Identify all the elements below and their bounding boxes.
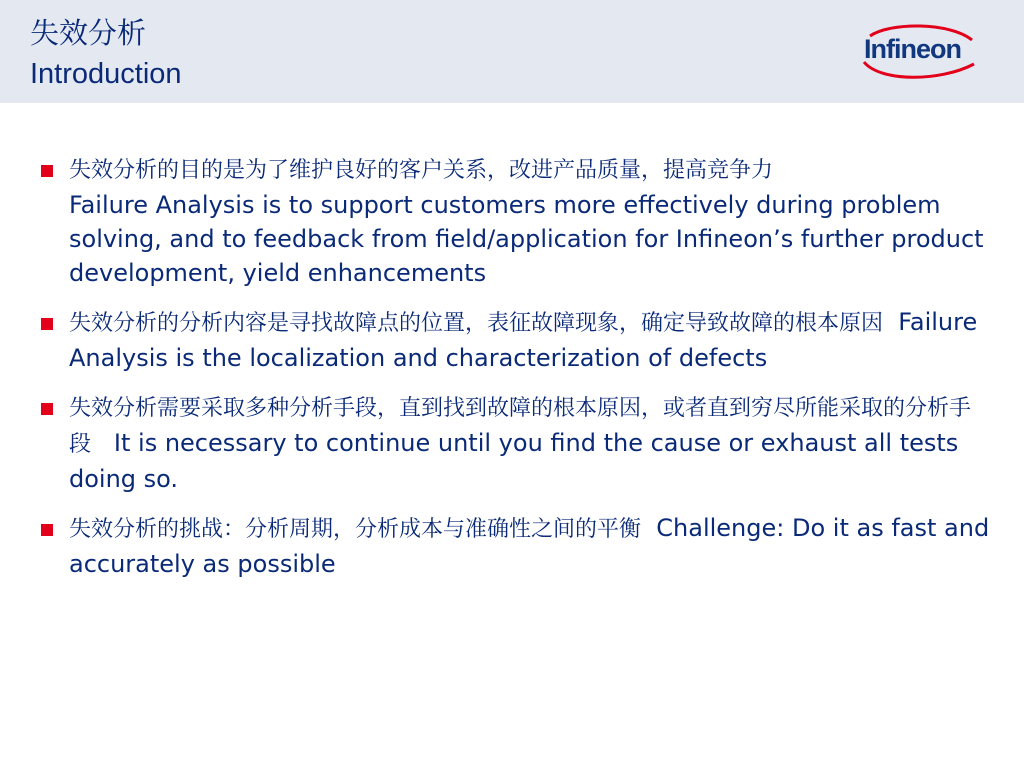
bullet-text-chinese: 失效分析的分析内容是寻找故障点的位置，表征故障现象，确定导致故障的根本原因 — [69, 311, 884, 336]
bullet-list — [40, 152, 990, 596]
infineon-logo — [860, 24, 978, 80]
square-bullet-icon — [41, 318, 53, 330]
square-bullet-icon — [41, 403, 53, 415]
bullet-text-english: Failure Analysis is to support customers more effectively during problem solving, and to feedback from field/application for Infineon’s further product development, yield enhancements — [69, 191, 984, 287]
bullet-item — [40, 152, 990, 290]
bullet-item — [40, 305, 990, 375]
page-title-english: Introduction — [30, 58, 182, 90]
bullet-text-english: It is necessary to continue until you find the cause or exhaust all tests doing so. — [69, 429, 959, 493]
square-bullet-icon — [41, 524, 53, 536]
square-bullet-icon — [41, 165, 53, 177]
header-bar — [0, 0, 1024, 103]
bullet-text-english: Challenge: Do it as fast and accurately as possible — [69, 514, 990, 578]
bullet-item — [40, 511, 990, 581]
logo-wordmark: Infineon — [864, 34, 961, 64]
page-title-chinese: 失效分析 — [30, 16, 147, 50]
bullet-text-chinese: 失效分析的挑战：分析周期，分析成本与准确性之间的平衡 — [69, 517, 642, 542]
bullet-text-chinese: 失效分析需要采取多种分析手段，直到找到故障的根本原因，或者直到穷尽所能采取的分析手段 — [69, 396, 972, 457]
bullet-text-english: Failure Analysis is the localization and characterization of defects — [69, 308, 978, 372]
bullet-item — [40, 390, 990, 496]
bullet-text-chinese: 失效分析的目的是为了维护良好的客户关系，改进产品质量，提高竞争力 — [69, 158, 774, 183]
